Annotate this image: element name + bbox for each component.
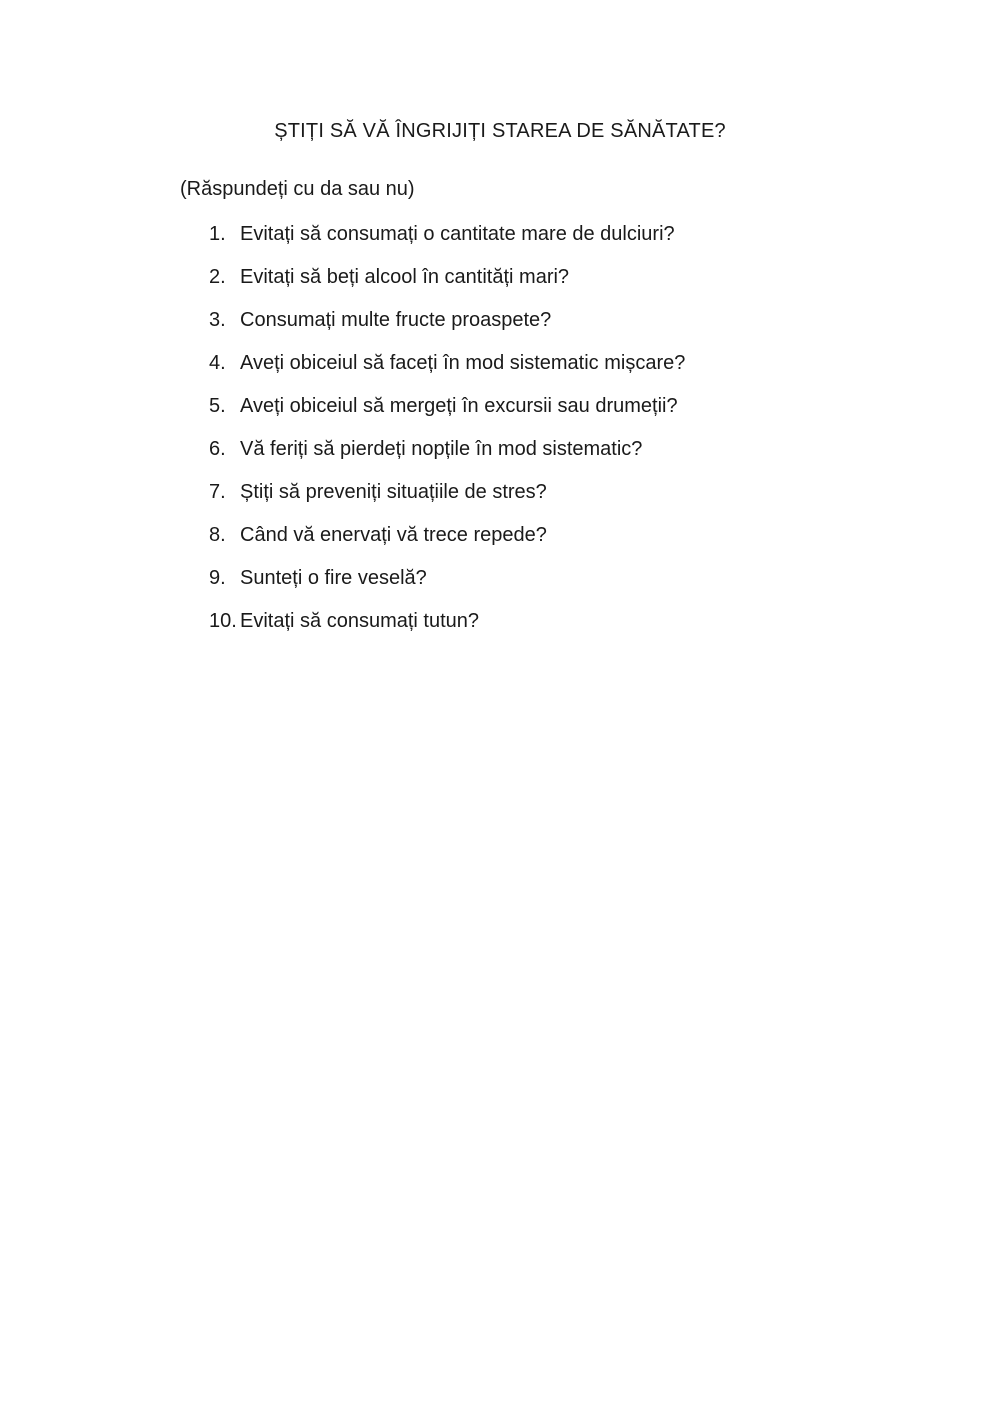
question-item bbox=[209, 436, 685, 479]
question-item bbox=[209, 565, 685, 608]
question-item bbox=[209, 393, 685, 436]
question-text: Când vă enervați vă trece repede? bbox=[240, 524, 547, 546]
question-text: Aveți obiceiul să mergeți în excursii sau drumeții? bbox=[240, 395, 678, 417]
question-text: Sunteți o fire veselă? bbox=[240, 567, 427, 589]
question-number: 6. bbox=[209, 438, 226, 460]
question-number: 7. bbox=[209, 481, 226, 503]
question-text: Evitați să consumați tutun? bbox=[240, 610, 480, 632]
question-list bbox=[209, 221, 685, 651]
question-text: Evitați să consumați o cantitate mare de dulciuri? bbox=[240, 223, 675, 245]
question-item bbox=[209, 307, 685, 350]
question-item bbox=[209, 264, 685, 307]
question-item bbox=[209, 522, 685, 565]
instruction-text: (Răspundeți cu da sau nu) bbox=[180, 178, 415, 200]
question-number: 4. bbox=[209, 352, 226, 374]
question-item bbox=[209, 350, 685, 393]
question-number: 2. bbox=[209, 266, 226, 288]
question-text: Aveți obiceiul să faceți în mod sistematic mișcare? bbox=[240, 352, 686, 374]
question-text: Consumați multe fructe proaspete? bbox=[240, 309, 552, 331]
question-text: Știți să preveniți situațiile de stres? bbox=[240, 481, 547, 503]
question-number: 1. bbox=[209, 223, 226, 245]
question-item bbox=[209, 479, 685, 522]
question-number: 9. bbox=[209, 567, 226, 589]
question-item bbox=[209, 221, 685, 264]
question-number: 8. bbox=[209, 524, 226, 546]
question-text: Evitați să beți alcool în cantități mari? bbox=[240, 266, 570, 288]
question-item bbox=[209, 608, 685, 651]
question-text: Vă feriți să pierdeți nopțile în mod sistematic? bbox=[240, 438, 643, 460]
question-number: 5. bbox=[209, 395, 226, 417]
question-number: 10. bbox=[209, 610, 237, 632]
page-title: ȘTIȚI SĂ VĂ ÎNGRIJIȚI STAREA DE SĂNĂTATE? bbox=[274, 120, 726, 142]
question-number: 3. bbox=[209, 309, 226, 331]
